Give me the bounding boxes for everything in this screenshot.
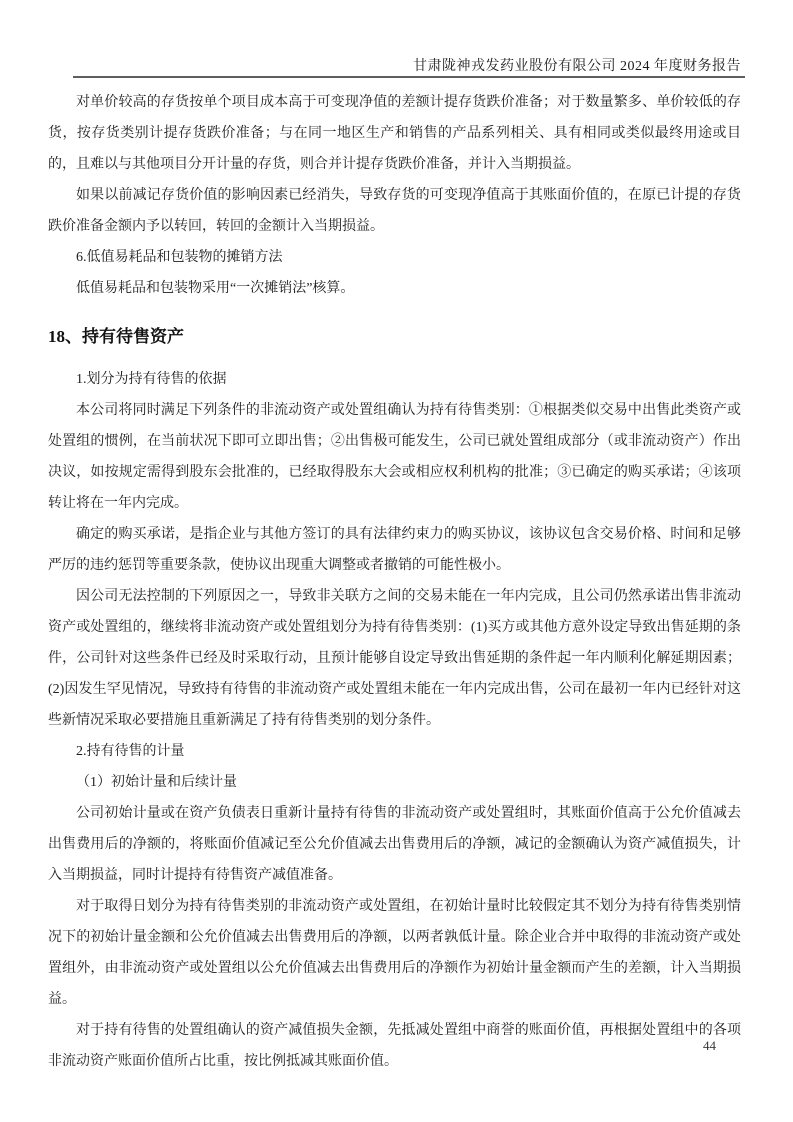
paragraph-inventory-reversal: 如果以前减记存货价值的影响因素已经消失，导致存货的可变现净值高于其账面价值的，在原已计提的存货跌价准备金额内予以转回，转回的金额计入当期损益。 [48,188,741,234]
paragraph-acquisition-date-measurement: 对于取得日划分为持有待售类别的非流动资产或处置组，在初始计量时比较假定其不划分为持有待售类别情况下的初始计量金额和公允价值减去出售费用后的净额，以两者孰低计量。除企业合并中取得的非流动资产或处置组外，由非流动资产或处置组以公允价值减去出售费用后的净额作为初始计量金额而产生的差额，计入当期损益。 [48,899,741,1007]
paragraph-initial-subsequent-measurement: （1）初始计量和后续计量 [76,775,237,790]
paragraph-remeasurement-impairment: 公司初始计量或在资产负债表日重新计量持有待售的非流动资产或处置组时，其账面价值高于公允价值减去出售费用后的净额的，将账面价值减记至公允价值减去出售费用后的净额，减记的金额确认为资产减值损失，计入当期损益，同时计提持有待售资产减值准备。 [48,806,741,883]
paragraph-disposal-group-impairment-allocation: 对于持有待售的处置组确认的资产减值损失金额，先抵减处置组中商誉的账面价值，再根据处置组中的各项非流动资产账面价值所占比重，按比例抵减其账面价值。 [48,1023,741,1069]
paragraph-classification-conditions: 本公司将同时满足下列条件的非流动资产或处置组确认为持有待售类别：①根据类似交易中出售此类资产或处置组的惯例，在当前状况下即可立即出售；②出售极可能发生，公司已就处置组成部分（或非流动资产）作出决议，如按规定需得到股东会批准的，已经取得股东大会或相应权利机构的批准；③已确定的购买承诺；④该项转让将在一年内完成。 [48,403,741,511]
paragraph-item-2-measurement: 2.持有待售的计量 [76,744,185,759]
page-number: 44 [703,1038,716,1053]
header-rule [73,76,745,78]
paragraph-one-time-amortization: 低值易耗品和包装物采用“一次摊销法”核算。 [76,281,355,296]
paragraph-inventory-writedown: 对单价较高的存货按单个项目成本高于可变现净值的差额计提存货跌价准备；对于数量繁多、单价较低的存货，按存货类别计提存货跌价准备；与在同一地区生产和销售的产品系列相关、具有相同或类似最终用途或目的，且难以与其他项目分开计量的存货，则合并计提存货跌价准备，并计入当期损益。 [48,95,741,172]
section-heading-18-held-for-sale: 18、持有待售资产 [48,327,184,346]
document-content [48,87,741,1077]
paragraph-uncontrollable-delay: 因公司无法控制的下列原因之一，导致非关联方之间的交易未能在一年内完成，且公司仍然承诺出售非流动资产或处置组的，继续将非流动资产或处置组划分为持有待售类别：(1)买方或其他方意外设定导致出售延期的条件，公司针对这些条件已经及时采取行动，且预计能够自设定导致出售延期的条件起一年内顺利化解延期因素；(2)因发生罕见情况，导致持有待售的非流动资产或处置组未能在一年内完成出售，公司在最初一年内已经针对这些新情况采取必要措施且重新满足了持有待售类别的划分条件。 [48,589,741,728]
paragraph-item-1-classification-basis: 1.划分为持有待售的依据 [76,372,227,387]
header-title: 甘肃陇神戎发药业股份有限公司 2024 年度财务报告 [413,59,741,74]
paragraph-item-6-amortization-method: 6.低值易耗品和包装物的摊销方法 [76,250,283,265]
paragraph-firm-purchase-commitment: 确定的购买承诺，是指企业与其他方签订的具有法律约束力的购买协议，该协议包含交易价格、时间和足够严厉的违约惩罚等重要条款，使协议出现重大调整或者撤销的可能性极小。 [48,527,741,573]
